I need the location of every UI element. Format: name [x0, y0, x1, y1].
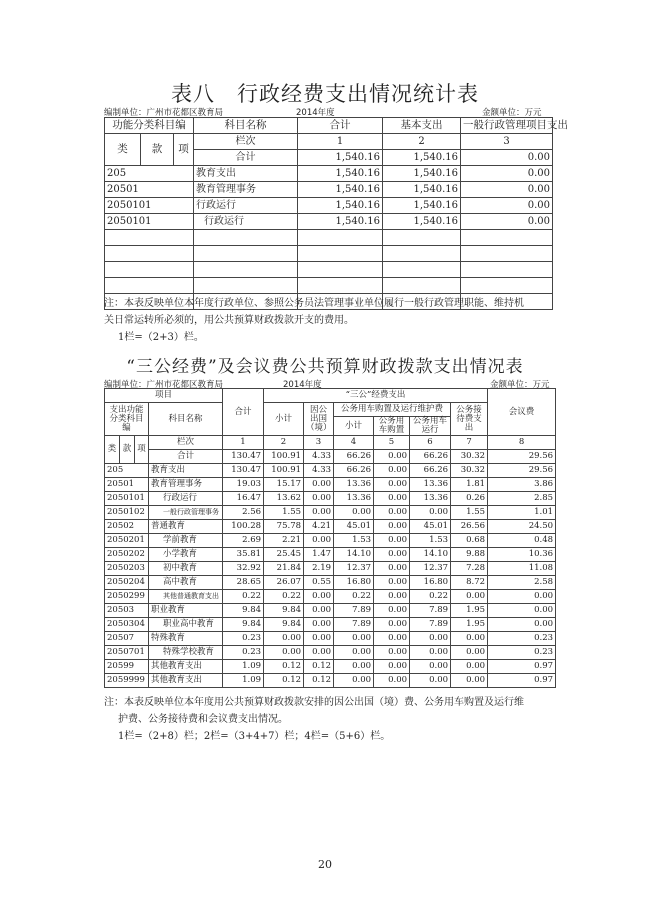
row-cell: 0.00 [334, 646, 374, 660]
empty-row [105, 262, 553, 278]
row-cell: 0.00 [451, 660, 488, 674]
row-cell: 100.28 [223, 520, 264, 534]
table-header-row [105, 118, 553, 134]
row-cell: 16.80 [410, 576, 451, 590]
row-cell: 1.81 [451, 478, 488, 492]
table-header-row [105, 436, 556, 450]
row-cell: 0.26 [451, 492, 488, 506]
row-cell: 14.10 [334, 548, 374, 562]
row-cell: 0.00 [451, 590, 488, 604]
row-cell: 0.00 [264, 632, 304, 646]
row-name: 普通教育 [149, 520, 223, 534]
row-total: 1,540.16 [298, 214, 383, 230]
row-cell: 0.00 [374, 562, 410, 576]
header-subject-name: 科目名称 [149, 403, 223, 436]
header-vehicle-subtotal: 小计 [334, 417, 374, 436]
row-cell: 0.00 [304, 590, 334, 604]
total-cell: 66.26 [410, 450, 451, 464]
total-value: 1,540.16 [298, 150, 383, 166]
note-line: 1栏=（2+3）栏。 [118, 332, 204, 343]
row-cell: 0.12 [304, 674, 334, 688]
header-kuan: 款 [141, 134, 174, 166]
row-cell: 100.91 [264, 464, 304, 478]
row-cell: 0.00 [374, 464, 410, 478]
table-row [105, 618, 556, 632]
row-cell: 45.01 [410, 520, 451, 534]
table-row [105, 166, 553, 182]
row-cell: 0.00 [488, 618, 556, 632]
header-col-label: 栏次 [194, 134, 298, 150]
row-cell: 0.00 [304, 632, 334, 646]
header-col: 1 [223, 436, 264, 450]
row-cell: 16.80 [334, 576, 374, 590]
row-cell: 1.55 [451, 506, 488, 520]
table1-note [104, 295, 564, 346]
row-cell: 4.21 [304, 520, 334, 534]
row-cell: 28.65 [223, 576, 264, 590]
header-sangong: “三公”经费支出 [264, 389, 488, 403]
row-cell: 0.00 [334, 674, 374, 688]
row-cell: 10.36 [488, 548, 556, 562]
row-cell: 0.68 [451, 534, 488, 548]
row-cell: 30.32 [451, 464, 488, 478]
total-label: 合计 [194, 150, 298, 166]
row-name: 初中教育 [149, 562, 223, 576]
table2-note [104, 694, 564, 745]
row-cell: 2.21 [264, 534, 304, 548]
row-cell: 29.56 [488, 464, 556, 478]
row-code: 2050299 [105, 590, 149, 604]
row-cell: 0.00 [374, 492, 410, 506]
row-cell: 0.00 [374, 618, 410, 632]
sangong-expense-table [104, 388, 556, 688]
row-cell: 1.09 [223, 674, 264, 688]
header-xiang: 项 [135, 436, 149, 464]
table-header-row [105, 134, 553, 150]
header-abroad: 因公出国（境） [304, 403, 334, 436]
header-reception: 公务接待费支出 [451, 403, 488, 436]
row-cell: 7.89 [410, 618, 451, 632]
header-col1: 1 [298, 134, 383, 150]
row-name: 行政运行 [149, 492, 223, 506]
row-cell: 0.00 [410, 632, 451, 646]
note-line: 关日常运转所必须的，用公共预算财政拨款开支的费用。 [104, 315, 354, 326]
row-cell: 9.88 [451, 548, 488, 562]
row-basic: 1,540.16 [383, 214, 461, 230]
header-item: 项目 [105, 389, 223, 403]
row-cell: 0.00 [374, 548, 410, 562]
row-name: 行政运行 [194, 214, 298, 230]
total-basic: 1,540.16 [383, 150, 461, 166]
row-code: 2050203 [105, 562, 149, 576]
table-total-row [105, 450, 556, 464]
row-cell: 0.00 [451, 646, 488, 660]
table1-title: 表八 行政经费支出情况统计表 [171, 82, 479, 106]
row-cell: 3.86 [488, 478, 556, 492]
row-cell: 0.00 [374, 590, 410, 604]
row-cell: 1.53 [410, 534, 451, 548]
row-basic: 1,540.16 [383, 182, 461, 198]
row-cell: 0.00 [374, 646, 410, 660]
row-cell: 2.85 [488, 492, 556, 506]
row-name: 其他普通教育支出 [149, 590, 223, 604]
row-code: 205 [105, 464, 149, 478]
row-cell: 9.84 [223, 618, 264, 632]
row-cell: 0.00 [304, 646, 334, 660]
row-cell: 26.56 [451, 520, 488, 534]
total-project: 0.00 [461, 150, 553, 166]
header-subject-name: 科目名称 [194, 118, 298, 134]
row-cell: 0.00 [374, 674, 410, 688]
table-row [105, 182, 553, 198]
row-name: 一般行政管理事务 [149, 506, 223, 520]
row-cell: 0.00 [374, 520, 410, 534]
row-cell: 0.00 [304, 604, 334, 618]
table-row [105, 492, 556, 506]
table2-title: “三公经费”及会议费公共预算财政拨款支出情况表 [126, 357, 524, 377]
row-cell: 130.47 [223, 464, 264, 478]
row-name: 教育管理事务 [149, 478, 223, 492]
row-cell: 0.23 [488, 646, 556, 660]
row-cell: 13.36 [410, 492, 451, 506]
row-cell: 2.56 [223, 506, 264, 520]
row-cell: 75.78 [264, 520, 304, 534]
header-col: 5 [374, 436, 410, 450]
row-cell: 0.00 [374, 604, 410, 618]
row-cell: 1.55 [264, 506, 304, 520]
table1-year: 2014年度 [296, 108, 335, 118]
note-line: 注：本表反映单位本年度用公共预算财政拨款安排的因公出国（境）费、公务用车购置及运行维 [104, 697, 524, 708]
table-header-row [105, 389, 556, 403]
table-row [105, 660, 556, 674]
note-line: 1栏=（2+8）栏；2栏=（3+4+7）栏；4栏=（5+6）栏。 [118, 731, 391, 742]
row-cell: 15.17 [264, 478, 304, 492]
row-code: 2050101 [105, 198, 194, 214]
row-cell: 1.95 [451, 618, 488, 632]
row-cell: 0.00 [334, 660, 374, 674]
row-cell: 13.36 [334, 492, 374, 506]
row-cell: 2.19 [304, 562, 334, 576]
header-subtotal: 小计 [264, 403, 304, 436]
row-code: 2050204 [105, 576, 149, 590]
table-row [105, 590, 556, 604]
header-col: 6 [410, 436, 451, 450]
row-cell: 12.37 [334, 562, 374, 576]
total-cell: 4.33 [304, 450, 334, 464]
table-row [105, 198, 553, 214]
row-cell: 0.48 [488, 534, 556, 548]
row-cell: 26.07 [264, 576, 304, 590]
row-cell: 7.89 [410, 604, 451, 618]
total-cell: 130.47 [223, 450, 264, 464]
row-name: 教育管理事务 [194, 182, 298, 198]
row-cell: 7.89 [334, 604, 374, 618]
row-project: 0.00 [461, 166, 553, 182]
total-cell: 100.91 [264, 450, 304, 464]
header-col: 8 [488, 436, 556, 450]
row-cell: 0.00 [488, 590, 556, 604]
row-cell: 13.36 [410, 478, 451, 492]
row-cell: 12.37 [410, 562, 451, 576]
row-code: 2050304 [105, 618, 149, 632]
row-code: 20599 [105, 660, 149, 674]
row-name: 职业高中教育 [149, 618, 223, 632]
table2-year: 2014年度 [283, 380, 322, 390]
row-cell: 9.84 [223, 604, 264, 618]
row-cell: 0.97 [488, 674, 556, 688]
row-cell: 0.00 [451, 674, 488, 688]
table-row [105, 646, 556, 660]
header-vehicle: 公务用车购置及运行维护费 [334, 403, 451, 417]
row-cell: 0.00 [374, 534, 410, 548]
header-vehicle-buy: 公务用车购置 [374, 417, 410, 436]
row-cell: 0.00 [374, 478, 410, 492]
row-cell: 19.03 [223, 478, 264, 492]
row-code: 20507 [105, 632, 149, 646]
row-code: 20503 [105, 604, 149, 618]
row-cell: 0.00 [451, 632, 488, 646]
table-row [105, 534, 556, 548]
table2-unit: 编制单位：广州市花都区教育局 [104, 380, 224, 390]
table1-unit: 编制单位：广州市花都区教育局 [104, 108, 224, 118]
row-cell: 0.00 [374, 660, 410, 674]
row-cell: 9.84 [264, 618, 304, 632]
row-cell: 0.97 [488, 660, 556, 674]
table-row [105, 548, 556, 562]
row-cell: 13.36 [334, 478, 374, 492]
page-number: 20 [318, 858, 332, 871]
row-cell: 66.26 [410, 464, 451, 478]
header-col: 7 [451, 436, 488, 450]
total-cell: 29.56 [488, 450, 556, 464]
header-lei: 类 [105, 134, 141, 166]
row-name: 职业教育 [149, 604, 223, 618]
row-cell: 14.10 [410, 548, 451, 562]
row-cell: 45.01 [334, 520, 374, 534]
row-name: 高中教育 [149, 576, 223, 590]
row-cell: 0.00 [374, 506, 410, 520]
header-col-label: 栏次 [149, 436, 223, 450]
header-col: 4 [334, 436, 374, 450]
table2-body [105, 464, 556, 688]
admin-expense-table [104, 117, 569, 310]
row-code: 2059999 [105, 674, 149, 688]
row-cell: 0.00 [304, 478, 334, 492]
row-code: 20502 [105, 520, 149, 534]
row-code: 2050701 [105, 646, 149, 660]
header-col3: 3 [461, 134, 553, 150]
row-project: 0.00 [461, 198, 553, 214]
row-basic: 1,540.16 [383, 166, 461, 182]
row-cell: 7.89 [334, 618, 374, 632]
table-row [105, 674, 556, 688]
row-cell: 11.08 [488, 562, 556, 576]
header-total: 合计 [223, 389, 264, 436]
row-code: 2050201 [105, 534, 149, 548]
header-func-class: 功能分类科目编 [105, 118, 194, 134]
note-line: 注：本表反映单位本年度行政单位、参照公务员法管理事业单位履行一般行政管理职能、维持机 [104, 298, 524, 309]
row-cell: 1.09 [223, 660, 264, 674]
row-cell: 0.22 [334, 590, 374, 604]
row-cell: 0.23 [223, 632, 264, 646]
row-cell: 2.58 [488, 576, 556, 590]
table-row [105, 464, 556, 478]
row-code: 2050202 [105, 548, 149, 562]
row-name: 教育支出 [194, 166, 298, 182]
total-cell: 0.00 [374, 450, 410, 464]
row-cell: 0.23 [488, 632, 556, 646]
empty-row [105, 246, 553, 262]
header-kuan: 款 [120, 436, 135, 464]
row-total: 1,540.16 [298, 182, 383, 198]
header-meeting: 会议费 [488, 389, 556, 436]
row-cell: 0.00 [410, 674, 451, 688]
row-cell: 4.33 [304, 464, 334, 478]
row-cell: 21.84 [264, 562, 304, 576]
row-cell: 1.53 [334, 534, 374, 548]
row-project: 0.00 [461, 214, 553, 230]
row-cell: 16.47 [223, 492, 264, 506]
row-code: 20501 [105, 478, 149, 492]
row-cell: 24.50 [488, 520, 556, 534]
row-cell: 0.12 [264, 660, 304, 674]
row-cell: 0.12 [304, 660, 334, 674]
header-lei: 类 [105, 436, 120, 464]
row-name: 特殊学校教育 [149, 646, 223, 660]
row-cell: 0.22 [410, 590, 451, 604]
row-cell: 0.22 [264, 590, 304, 604]
row-cell: 0.00 [264, 646, 304, 660]
row-project: 0.00 [461, 182, 553, 198]
row-name: 特殊教育 [149, 632, 223, 646]
row-cell: 13.62 [264, 492, 304, 506]
table-row [105, 214, 553, 230]
row-cell: 0.00 [410, 506, 451, 520]
row-name: 行政运行 [194, 198, 298, 214]
row-cell: 35.81 [223, 548, 264, 562]
row-code: 2050102 [105, 506, 149, 520]
row-cell: 66.26 [334, 464, 374, 478]
header-xiang: 项 [174, 134, 194, 166]
row-cell: 0.00 [374, 632, 410, 646]
table-row [105, 478, 556, 492]
header-col: 3 [304, 436, 334, 450]
row-cell: 7.28 [451, 562, 488, 576]
header-total: 合计 [298, 118, 383, 134]
row-cell: 0.23 [223, 646, 264, 660]
table-row [105, 520, 556, 534]
header-project: 一般行政管理项目支出 [461, 118, 553, 134]
table-row [105, 506, 556, 520]
row-name: 教育支出 [149, 464, 223, 478]
empty-row [105, 278, 553, 294]
empty-row [105, 230, 553, 246]
row-code: 20501 [105, 182, 194, 198]
row-cell: 0.22 [223, 590, 264, 604]
row-cell: 0.00 [304, 506, 334, 520]
row-cell: 0.00 [410, 646, 451, 660]
row-cell: 0.00 [334, 632, 374, 646]
row-total: 1,540.16 [298, 198, 383, 214]
row-cell: 0.00 [304, 492, 334, 506]
total-cell: 66.26 [334, 450, 374, 464]
note-line: 护费、公务接待费和会议费支出情况。 [118, 714, 288, 725]
row-cell: 32.92 [223, 562, 264, 576]
row-name: 学前教育 [149, 534, 223, 548]
row-cell: 0.00 [304, 534, 334, 548]
row-cell: 0.00 [374, 576, 410, 590]
total-cell: 30.32 [451, 450, 488, 464]
row-cell: 1.95 [451, 604, 488, 618]
row-cell: 0.00 [334, 506, 374, 520]
row-cell: 0.00 [410, 660, 451, 674]
header-basic: 基本支出 [383, 118, 461, 134]
row-name: 其他教育支出 [149, 674, 223, 688]
row-code: 2050101 [105, 492, 149, 506]
row-cell: 8.72 [451, 576, 488, 590]
row-name: 其他教育支出 [149, 660, 223, 674]
table-row [105, 632, 556, 646]
total-label: 合计 [149, 450, 223, 464]
table1-amount-unit: 金额单位：万元 [482, 108, 542, 118]
row-cell: 1.47 [304, 548, 334, 562]
row-cell: 0.00 [488, 604, 556, 618]
table-row [105, 604, 556, 618]
row-name: 小学教育 [149, 548, 223, 562]
row-cell: 1.01 [488, 506, 556, 520]
row-cell: 2.69 [223, 534, 264, 548]
row-code: 2050101 [105, 214, 194, 230]
row-code: 205 [105, 166, 194, 182]
header-col: 2 [264, 436, 304, 450]
table-row [105, 576, 556, 590]
table2-amount-unit: 金额单位：万元 [490, 380, 550, 390]
row-cell: 0.00 [304, 618, 334, 632]
row-cell: 25.45 [264, 548, 304, 562]
row-cell: 0.12 [264, 674, 304, 688]
table-row [105, 562, 556, 576]
header-col2: 2 [383, 134, 461, 150]
row-cell: 9.84 [264, 604, 304, 618]
row-total: 1,540.16 [298, 166, 383, 182]
row-cell: 0.55 [304, 576, 334, 590]
row-basic: 1,540.16 [383, 198, 461, 214]
header-vehicle-run: 公务用车运行 [410, 417, 451, 436]
header-func-class: 支出功能分类科目编 [105, 403, 149, 436]
